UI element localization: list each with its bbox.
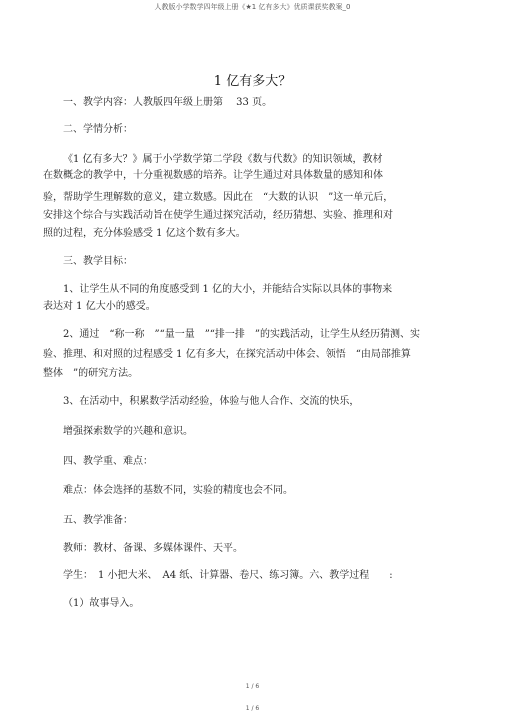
procedure-step: （1）故事导入。 xyxy=(63,598,140,609)
goal-line: 增强探索数学的兴趣和意识。 xyxy=(63,426,193,437)
page-number-secondary: 1 / 6 xyxy=(245,705,260,712)
section-heading-keypoints: 四、教学重、难点： xyxy=(63,456,153,467)
goal-line: 验、推理、和对照的过程感受 1 亿有多大，在探究活动中体会、领悟 “由局部推算 xyxy=(43,349,411,360)
paragraph-line: 验，帮助学生理解数的意义，建立数感。因此在 “大数的认识 ”这一单元后， xyxy=(43,192,394,203)
page-number: 1 / 6 xyxy=(245,683,260,690)
section-heading-prep: 五、教学准备： xyxy=(63,515,133,526)
difficulty-line: 难点：体会选择的基数不同，实验的精度也会不同。 xyxy=(63,485,293,496)
paragraph-line: 安排这个综合与实践活动旨在使学生通过探究活动，经历猜想、实验、推理和对 xyxy=(43,210,393,221)
paragraph-line: 照的过程，充分体验感受 1 亿这个数有多大。 xyxy=(43,228,246,239)
student-prep-line: 学生： 1 小把大米、 A4 纸、计算器、卷尺、练习簿。六、教学过程 : xyxy=(63,570,393,581)
paragraph-line: 《1 亿有多大？》属于小学数学第二学段《数与代数》的知识领域，教材 xyxy=(63,154,383,165)
paragraph-line: 在数概念的教学中，十分重视数感的培养。让学生通过对具体数量的感知和体 xyxy=(43,170,383,181)
section-heading-goals: 三、教学目标： xyxy=(63,256,133,267)
section-heading-analysis: 二、学情分析： xyxy=(63,124,133,135)
goal-line: 3、在活动中，积累数学活动经验，体验与他人合作、交流的快乐， xyxy=(63,396,360,407)
goal-line: 整体 ”的研究方法。 xyxy=(43,368,139,379)
document-header: 人教版小学数学四年级上册《★1 亿有多大》优质课获奖教案_0 xyxy=(154,3,351,11)
goal-line: 表达对 1 亿大小的感受。 xyxy=(43,301,156,312)
teacher-prep-line: 教师：教材、备课、多媒体课件、天平。 xyxy=(63,543,243,554)
goal-line: 1、让学生从不同的角度感受到 1 亿的大小，并能结合实际以具体的事物来 xyxy=(63,284,393,295)
document-title: 1 亿有多大？ xyxy=(213,74,292,89)
goal-line: 2、通过 “称一称 ”“量一量 ”“排一排 ”的实践活动，让学生从经历猜测、实 xyxy=(63,329,421,340)
section-heading-content: 一、教学内容：人教版四年级上册第 33 页。 xyxy=(63,97,273,108)
